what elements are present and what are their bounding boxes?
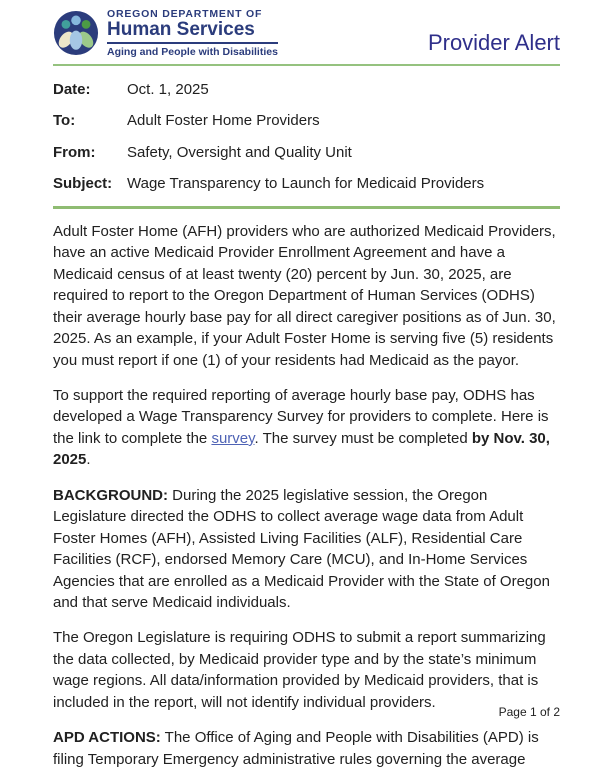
to-value: Adult Foster Home Providers <box>127 112 320 130</box>
memo-fields <box>53 80 560 194</box>
paragraph-survey <box>53 385 560 471</box>
subject-value: Wage Transparency to Launch for Medicaid Providers <box>127 175 485 193</box>
survey-link[interactable]: survey <box>211 429 255 447</box>
date-label: Date: <box>53 80 91 98</box>
memo-row-subject <box>53 174 560 194</box>
paragraph-background <box>53 485 560 614</box>
background-heading: BACKGROUND: <box>53 486 168 504</box>
document-body <box>53 221 560 770</box>
subject-divider <box>53 206 560 209</box>
from-value: Safety, Oversight and Quality Unit <box>127 143 352 161</box>
header <box>53 8 560 58</box>
from-label: From: <box>53 143 96 161</box>
memo-row-from <box>53 143 560 163</box>
odhs-people-logo-icon <box>53 10 99 56</box>
memo-row-to <box>53 111 560 131</box>
subject-label: Subject: <box>53 175 113 193</box>
to-label: To: <box>53 112 76 130</box>
apd-actions-heading: APD ACTIONS: <box>53 729 161 747</box>
paragraph-eligibility: Adult Foster Home (AFH) providers who are authorized Medicaid Providers, have an active Medicaid Provider Enrollment Agreement and have a Medicaid census of at least twenty (20) percent by Jun. 30, 2025, are required to report to the Oregon Department of Human Services (ODHS) their average hourly base pay for all direct caregiver positions as of Jun. 30, 2025. As an example, if your Adult Foster Home is serving five (5) residents you must report if one (1) of your residents had Medicaid as the payor. <box>53 222 556 369</box>
survey-text-end: . <box>86 451 91 469</box>
agency-brand-text <box>107 8 278 58</box>
memo-row-date <box>53 80 560 100</box>
paragraph-apd-actions <box>53 727 560 770</box>
document-title: Provider Alert <box>427 29 560 55</box>
agency-department-label: OREGON DEPARTMENT OF <box>107 8 263 20</box>
survey-text-pre: To support the required reporting of average hourly base pay, ODHS has developed a Wage Transparency Survey for providers to complete. Here is the link to complete the <box>53 387 549 447</box>
agency-tagline: Aging and People with Disabilities <box>107 45 278 58</box>
agency-name: Human Services <box>107 20 278 44</box>
agency-brand <box>53 8 278 58</box>
page-indicator: Page 1 of 2 <box>498 705 560 719</box>
survey-text-mid: . The survey must be completed <box>254 429 472 447</box>
header-divider <box>53 64 560 66</box>
background-text: During the 2025 legislative session, the Oregon Legislature directed the ODHS to collect average wage data from Adult Foster Homes (AFH), Assisted Living Facilities (ALF), Residential Care Facilities (RCF), endorsed Memory Care (MCU), and In-Home Services Agencies that are enrolled as a Medicaid Provider with the State of Oregon and that serve Medicaid individuals. <box>53 486 550 611</box>
apd-actions-text: The Office of Aging and People with Disabilities (APD) is filing Temporary Emergency administrative rules governing the average <box>53 729 539 768</box>
survey-deadline: by Nov. 30, 2025 <box>53 429 550 469</box>
date-value: Oct. 1, 2025 <box>127 80 209 98</box>
paragraph-report: The Oregon Legislature is requiring ODHS to submit a report summarizing the data collected, by Medicaid provider type and by the state’s minimum wage regions. All data/information provided by Medicaid providers, that is included in the report, will not identify individual providers. <box>53 629 546 711</box>
